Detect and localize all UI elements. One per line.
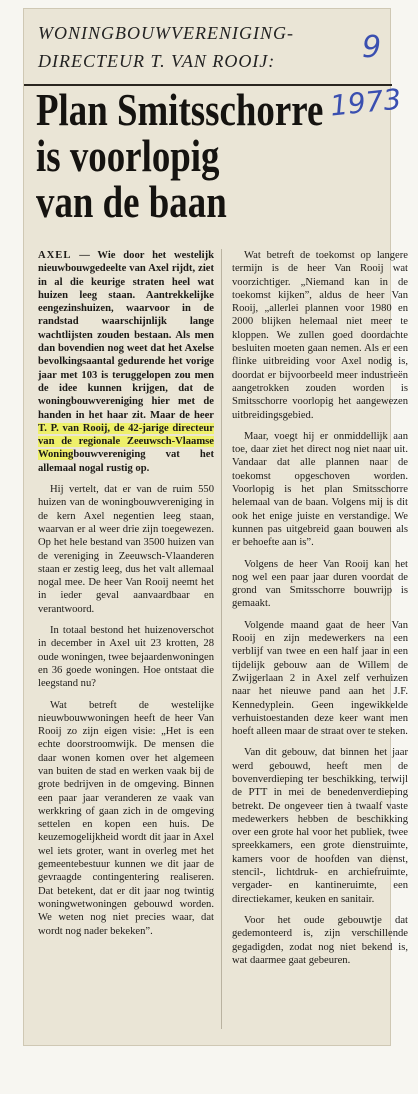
body-paragraph: Van dit gebouw, dat binnen het jaar werd gebouwd, heeft men de bovenverdieping ter beschikking, terwijl de PTT in mei de benedenverdieping betrekt. De ongeveer tien à twaalf vaste medewerkers hebben de beschikking over een grote hal voor het publiek, twee spreekkamers, een grote dienstruimte, kamers voor de hoofden van dienst, stencil-, lichtdruk- en archiefruimte, vergader- en kantineruimte, een directiekamer, keuken en sanitair.	[232, 747, 408, 905]
body-paragraph: Wat betreft de toekomst op langere termijn is de heer Van Rooij wat voorzichtiger. „Niemand kan in de toekomst kijken”, aldus de heer Van Rooij, „allerlei plannen voor 1980 en 2000 blijken helemaal niet meer te kloppen. We zullen goed doordachte besluiten moeten gaan nemen. Als er een flinke uitbreiding voor Axel nodig is, doordat er bijvoorbeeld meer industrieën aangetrokken zouden worden is Smitsschorre voorlopig het aangewezen uitbreidingsgebied.	[232, 250, 408, 421]
body-paragraph: Maar, voegt hij er onmiddellijk aan toe, daar ziet het direct nog niet naar uit. Vandaar dat alle plannen naar de toekomst opgeschoven worden. Voorlopig is het plan Smitsschorre helemaal van de baan. Volgens mij is dit ook het enige juiste en verstandige. We kunnen pas uitgebreid gaan bouwen als er behoefte aan is”.	[232, 430, 408, 549]
handwritten-year: 1973	[328, 82, 403, 123]
body-paragraph: Volgens de heer Van Rooij kan het nog wel een paar jaar duren voordat de grond van Smitsschorre bouwrijp is gemaakt.	[232, 558, 408, 610]
body-paragraph: Wat betreft de westelijke nieuwbouwwoningen heeft de heer Van Rooij zo zijn eigen visie: „Het is een echte doorstroomwijk. De mensen die daar wonen komen over het algemeen van buiten de stad en werken vaak bij de grote bedrijven in de omgeving. Binnen een paar jaar veranderen ze vaak van werkkring of gaan zich in de omgeving settelen en kopen een huis. De keuzemogelijkheid wordt dit jaar in Axel wel iets groter, want in overleg met het gemeentebestuur kunnen we dit jaar de gevraagde contingentering realiseren. Dat betekent, dat er dit jaar nog twintig woningwetwoningen gebouwd worden. We weten nog niet precies waar, dat wordt nog nader bekeken”.	[38, 699, 214, 937]
headline-line-2: is voorlopig	[36, 131, 220, 181]
body-paragraph: Volgende maand gaat de heer Van Rooij en zijn medewerkers na een verblijf van twee en een half jaar in een tijdelijk gebouw aan de Willem de Zwijgerlaan 2 in Axel zelf verhuizen naar het nieuwe pand aan het J.F. Kennedyplein. Geen ingewikkelde verhuistoestanden deze keer want men hoeft alleen maar de straat over te steken.	[232, 619, 408, 738]
body-paragraph: Hij vertelt, dat er van de ruim 550 huizen van de woningbouwvereniging in de kern Axel negentien leeg staan, waarvan er al weer drie zijn toegewezen. Op het hele bestand van 3500 huizen van de vereniging in Zeeuwsch-Vlaanderen staan er zestig leeg, dus het valt allemaal nogal mee. De heer Van Rooij neemt het in ieder geval aanvaardbaar en verantwoord.	[38, 484, 214, 615]
kicker-header	[24, 9, 392, 86]
highlighted-text: T. P. van Rooij, de 42-jarige directeur van de regionale Zeeuwsch-Vlaamse Woning	[38, 422, 214, 461]
lead-text-end: bouwvereniging vat het allemaal nogal rustig op.	[38, 449, 214, 474]
body-paragraph: Voor het oude gebouwtje dat gedemonteerd is, zijn verschillende gegadigden, zodat nog niet bekend is, wat daarmee gaat gebeuren.	[232, 914, 408, 966]
lead-paragraph	[38, 249, 214, 475]
body-paragraph: In totaal bestond het huizenoverschot in december in Axel uit 23 krotten, 28 oude woningen, twee bejaardenwoningen en 36 goede woningen. Hoe ontstaat die leegstand nu?	[38, 625, 214, 690]
article-column-right	[232, 249, 408, 975]
headline-line-1: Plan Smitsschorre	[36, 85, 324, 135]
kicker-line-2: DIRECTEUR T. VAN ROOIJ:	[38, 51, 276, 71]
kicker-line-1: WONINGBOUWVERENIGING-	[38, 23, 294, 43]
lead-text: — Wie door het westelijk nieuwbouwgedeelte van Axel rijdt, ziet in al die keurige straten heel wat huizen leeg staan. Aantrekkelijke eengezinshuizen, waarvoor in de randstad waarschijnlijk lange wachtlijsten zouden bestaan. Als men dan bovendien nog weet dat het Axelse bevolkingsaantal gedurende het vorige jaar met 103 is teruggelopen zou men de idee kunnen krijgen, dat de woningbouwvereniging hier met de handen in het haar zit. Maar de heer	[38, 250, 214, 421]
handwritten-page-number: 9	[362, 30, 382, 65]
newspaper-clipping	[23, 8, 408, 1046]
headline-line-3: van de baan	[36, 177, 227, 227]
headline	[36, 85, 324, 227]
dateline-city: AXEL	[38, 250, 72, 261]
column-divider	[221, 249, 222, 1029]
article-column-left	[38, 249, 214, 946]
